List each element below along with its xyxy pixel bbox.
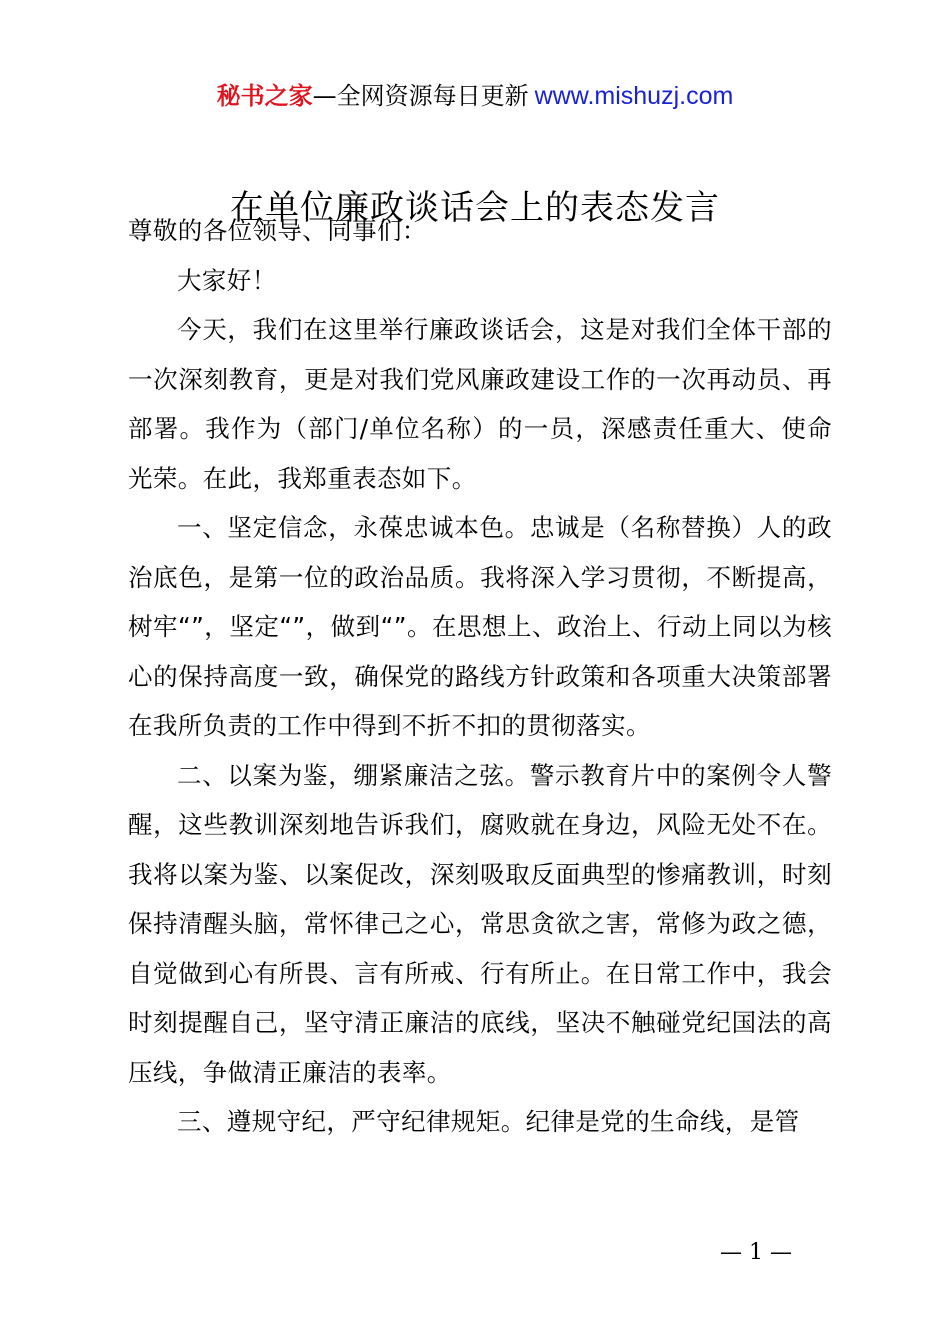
site-url-link[interactable]: www.mishuzj.com (534, 82, 734, 110)
paragraph-intro: 今天，我们在这里举行廉政谈话会，这是对我们全体干部的一次深刻教育，更是对我们党风廉政建设工作的一次再动员、再部署。我作为（部门/单位名称）的一员，深感责任重大、使命光荣。在此，我郑重表态如下。 (128, 315, 832, 493)
page-number: — 1 — (720, 1240, 792, 1265)
paragraph-point-three: 三、遵规守纪，严守纪律规矩。纪律是党的生命线，是管 (177, 1107, 800, 1136)
site-header (0, 80, 950, 112)
paragraph-point-one: 一、坚定信念，永葆忠诚本色。忠诚是（名称替换）人的政治底色，是第一位的政治品质。我将深入学习贯彻，不断提高，树牢“”，坚定“”，做到“”。在思想上、政治上、行动上同以为核心的保持高度一致，确保党的路线方针政策和各项重大决策部署在我所负责的工作中得到不折不扣的贯彻落实。 (128, 513, 832, 740)
brand-name: 秘书之家 (216, 82, 313, 110)
salutation: 尊敬的各位领导、同事们： (128, 216, 427, 245)
document-body (128, 204, 832, 1147)
document-title: 在单位廉政谈话会上的表态发言 (230, 188, 720, 228)
paragraph-greeting: 大家好！ (177, 265, 277, 295)
paragraph-point-two: 二、以案为鉴，绷紧廉洁之弦。警示教育片中的案例令人警醒，这些教训深刻地告诉我们，腐败就在身边，风险无处不在。我将以案为鉴、以案促改，深刻吸取反面典型的惨痛教训，时刻保持清醒头脑，常怀律己之心，常思贪欲之害，常修为政之德，自觉做到心有所畏、言有所戒、行有所止。在日常工作中，我会时刻提醒自己，坚守清正廉洁的底线，坚决不触碰党纪国法的高压线，争做清正廉洁的表率。 (128, 760, 832, 1087)
header-tagline: —全网资源每日更新 (312, 82, 529, 110)
